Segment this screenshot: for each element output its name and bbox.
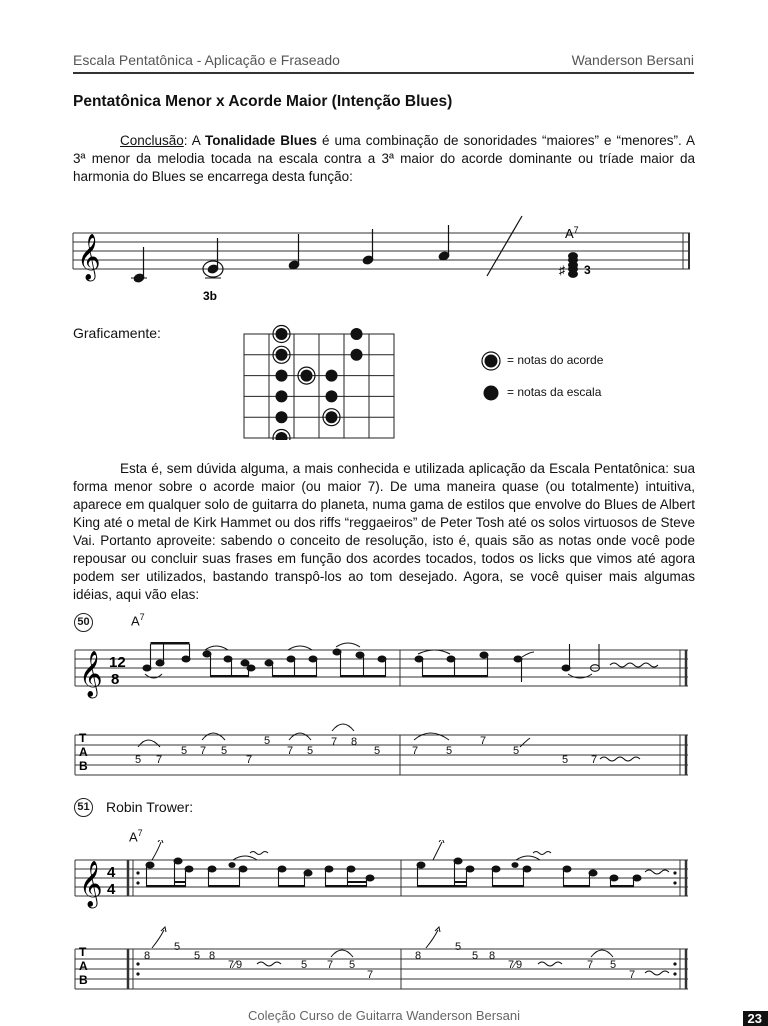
bend-arrow (152, 842, 161, 860)
fretboard-diagram (230, 320, 410, 440)
page-number: 23 (743, 1011, 768, 1026)
tab-fret: 7 (327, 959, 334, 971)
tab-fret: 8 (144, 950, 151, 962)
tab-letter-t: T (79, 731, 87, 745)
graphic-label: Graficamente: (73, 325, 161, 341)
conclusion-bold: Tonalidade Blues (205, 133, 318, 148)
tab-fret: 7 (156, 754, 163, 766)
tab-fret: 5 (181, 745, 188, 757)
header-right: Wanderson Bersani (571, 52, 694, 68)
example-51-chord: $A^7$ (129, 828, 143, 845)
tab-fret: 5 (610, 959, 617, 971)
tab-fret: 7 (367, 969, 374, 981)
example-50-number: 50 (74, 613, 93, 632)
body-paragraph: Esta é, sem dúvida alguma, a mais conhecida e utilizada aplicação da Escala Pentatônica: sua forma menor sobre o acorde maior (ou maior 7). De uma maneira quase (ou totalmente) intuitiva, aparece em qualquer solo de guitarra do planeta, numa gama de estilos que envolve do Blues de Albert King até o metal de Kirk Hammet ou dos riffs “reggaeiros” de Peter Tosh até os solos virtuosos de Steve Vai. Portanto aproveite: sabendo o conceito de resolução, isto é, quais são as notas onde você pode repousar ou concluir suas frases em função dos acordes tocados, todos os licks que vimos até agora podem ser utilizados, bastando transpô-los ao tom desejado. Agora, se você quiser mais algumas idéias, aqui vão elas: (73, 461, 695, 602)
staff1-chord: $A^7$ (565, 225, 579, 241)
header-left: Escala Pentatônica - Aplicação e Fraseado (73, 52, 340, 68)
tab-fret: 7⁄9 (508, 959, 523, 971)
legend-scale-text: = notas da escala (507, 385, 602, 399)
time-signature-top: 12 (109, 654, 126, 671)
tab-fret: 5 (301, 959, 308, 971)
tab-letter-a: A (79, 745, 88, 759)
page-title: Pentatônica Menor x Acorde Maior (Intenção Blues) (73, 93, 453, 110)
sharp-icon: ♯ (559, 263, 565, 277)
tab-fret: 5 (349, 959, 356, 971)
scale-note-legend-icon (480, 382, 502, 404)
tab-fret: 5 (194, 950, 201, 962)
example-51-number: 51 (74, 798, 93, 817)
tab-fret: 5 (446, 745, 453, 757)
tab-fret: 5 (135, 754, 142, 766)
legend-chord-text: = notas do acorde (507, 353, 604, 367)
tab-fret: 7 (480, 735, 487, 747)
time-signature-top: 4 (107, 864, 116, 881)
tab-letter-t: T (79, 945, 87, 959)
tab-fret: 8 (415, 950, 422, 962)
example-51-artist: Robin Trower: (106, 799, 194, 815)
treble-clef-icon: 𝄞 (79, 652, 103, 696)
tab-fret: 5 (472, 950, 479, 962)
tab-fret: 5 (374, 745, 381, 757)
tab-fret: 7 (200, 745, 207, 757)
scale-staff (0, 210, 768, 310)
tab-fret: 5 (455, 941, 462, 953)
tab-fret: 7 (591, 754, 598, 766)
example-50-chord: $A^7$ (131, 612, 145, 629)
tab-fret: 5 (513, 745, 520, 757)
time-signature-bottom: 4 (107, 881, 116, 898)
tab-fret: 7 (246, 754, 253, 766)
tab-fret: 5 (264, 735, 271, 747)
tab-letter-a: A (79, 959, 88, 973)
conclusion-label: Conclusão (120, 133, 184, 148)
tab-fret: 7 (331, 736, 338, 748)
tab-fret: 5 (562, 754, 569, 766)
chord-third-label: 3 (584, 263, 591, 277)
tab-letter-b: B (79, 973, 88, 987)
chord-note-legend-icon (480, 350, 502, 372)
example-51-notation (0, 840, 768, 1000)
tab-fret: 8 (351, 736, 358, 748)
tab-fret: 8 (489, 950, 496, 962)
tab-fret: 7 (287, 745, 294, 757)
treble-clef-icon: 𝄞 (79, 862, 103, 906)
footer-text: Coleção Curso de Guitarra Wanderson Bersani (248, 1008, 520, 1023)
tab-letter-b: B (79, 759, 88, 773)
example-50-notation (0, 630, 768, 785)
minor-third-label: 3b (203, 289, 218, 303)
treble-clef-icon: 𝄞 (77, 235, 101, 279)
tab-fret: 8 (209, 950, 216, 962)
tab-fret: 5 (307, 745, 314, 757)
scale-dot (276, 328, 288, 340)
conclusion-paragraph: Conclusão: A Tonalidade Blues é uma combinação de sonoridades “maiores” e “menores”. A 3ª menor da melodia tocada na escala contra a 3ª maior do acorde dominante ou tríade maior da harmonia do Blues se encarrega desta função: (73, 133, 695, 184)
tab-fret: 5 (221, 745, 228, 757)
tab-fret: 5 (174, 941, 181, 953)
time-signature-bottom: 8 (111, 671, 120, 688)
tab-fret: 7 (412, 745, 419, 757)
tab-fret: 7 (587, 959, 594, 971)
tab-fret: 7 (629, 969, 636, 981)
tab-fret: 7⁄9 (228, 959, 243, 971)
header-rule (73, 72, 694, 74)
